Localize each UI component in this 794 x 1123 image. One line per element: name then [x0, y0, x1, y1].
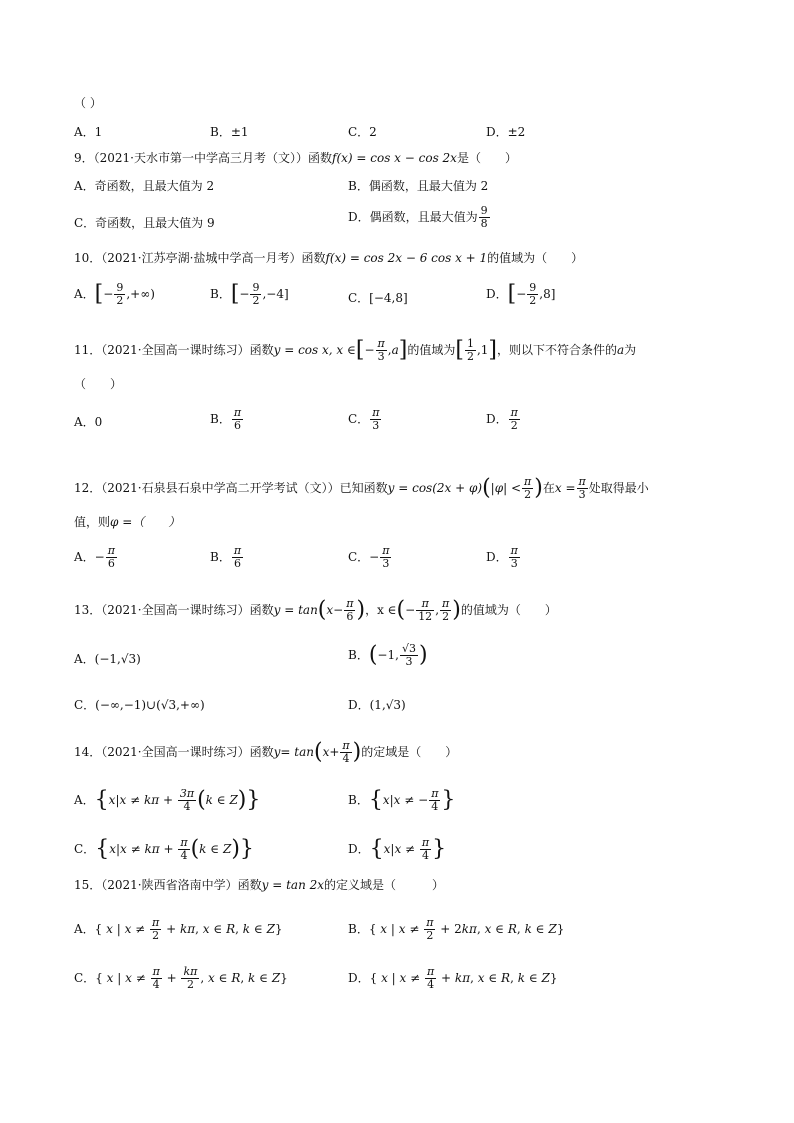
q10-prefix: 10．（2021·江苏亭湖·盐城中学高一月考）函数 [74, 251, 326, 265]
q12-cond-frac: $\frac{\pi}{2}$ [524, 475, 532, 501]
q14-a-label: A． [74, 793, 95, 807]
q9-prefix: 9．（2021·天水市第一中学高三月考（文））函数 [74, 151, 332, 165]
q11-range-suffix: 的值域为 [407, 343, 456, 357]
q15-prefix: 15．（2021·陕西省洛南中学）函数 [74, 878, 262, 892]
q15-a-label: A． [74, 922, 95, 936]
q8-option-a: A．1 [74, 125, 103, 139]
q9-option-c: C．奇函数，且最大值为 9 [74, 216, 215, 230]
q8-option-b: B．±1 [210, 125, 249, 139]
q14-func: y= tan [273, 745, 314, 759]
q11-b-num: π [233, 406, 242, 419]
q11-tail: ，则以下不符合条件的 [497, 343, 618, 357]
q10-suffix: 的值域为（ ） [487, 251, 584, 265]
q11-b-frac [232, 407, 243, 432]
q10-a-den: 2 [116, 294, 124, 307]
q11-option-c [348, 407, 382, 432]
q10-d-den: 2 [529, 294, 537, 307]
q12-a-label: A．− [74, 550, 105, 564]
q11-pi-num: π [377, 337, 385, 350]
q10-d-text: ,8] [539, 287, 556, 301]
q10-d-frac [527, 282, 538, 307]
q13-option-a: A．(−1,√3) [74, 652, 141, 666]
q12-option-b: B． $\frac{\pi}{6}$ [210, 544, 242, 570]
q11-c-num: π [372, 406, 380, 419]
q9-option-d-prefix: D．偶函数，且最大值为 [348, 210, 478, 224]
q12-tail: 处取得最小 [588, 481, 649, 495]
q15-stem [74, 877, 444, 893]
q11-stem: 11．（2021·全国高一课时练习）函数y = cos x, x ∈[− $\frac{\pi}{3}$ ,a]的值域为[ $\frac{1}{2}$ ,1]，则以下不符合条件的a为 [74, 337, 637, 363]
q15-option-a: A．{ x | x ≠ $\frac{\pi}{2}$ + kπ, x ∈ R, k ∈ Z} [74, 916, 283, 942]
q14-suffix: 的定域是（ ） [361, 745, 458, 759]
q9-func: f(x) = cos x − cos 2x [332, 151, 457, 165]
q12-stem: 12．（2021·石泉县石泉中学高二开学考试（文））已知函数y = cos(2x + φ)(|φ| < $\frac{\pi}{2}$ )在x = $\frac{\pi}{3}$ 处取得最小 [74, 475, 649, 501]
q8-paren: （ ） [74, 96, 102, 110]
q10-b-label: B． [210, 287, 231, 301]
q14-b-label: B． [348, 793, 369, 807]
q10-a-label: A． [74, 287, 95, 301]
q12-x-eq: x = [554, 481, 576, 495]
q13-x-in: ，x ∈ [365, 603, 397, 617]
q14-prefix: 14．（2021·全国高一课时练习）函数 [74, 745, 274, 759]
q15-b-label: B． [348, 922, 369, 936]
q8-option-d: D．±2 [486, 125, 526, 139]
q10-func: f(x) = cos 2x − 6 cos x + 1 [325, 251, 488, 265]
q11-tail2: 为 [624, 343, 637, 357]
q12-x-frac: $\frac{\pi}{3}$ [578, 475, 586, 501]
q10-option-c: C．[−4,8] [348, 291, 408, 305]
q11-option-a: A．0 [74, 415, 103, 429]
q10-b-frac [250, 282, 261, 307]
q13-func: y = tan [273, 603, 318, 617]
q13-option-c: C．(−∞,−1)∪(√3,+∞) [74, 698, 205, 712]
q14-stem: 14．（2021·全国高一课时练习）函数y= tan(x+ $\frac{\pi}{4}$ )的定域是（ ） [74, 739, 458, 765]
q12-line2-text: 值，则 [74, 515, 111, 529]
q13-suffix: 的值域为（ ） [460, 603, 557, 617]
q11-half-den: 2 [466, 350, 474, 363]
q13-prefix: 13．（2021·全国高一课时练习）函数 [74, 603, 274, 617]
q9-option-d [348, 205, 491, 230]
q14-c-label: C． [74, 842, 96, 856]
q15-suffix: 的定义域是（ ） [324, 878, 445, 892]
q14-d-label: D． [348, 842, 370, 856]
q12-mid: 在 [542, 481, 555, 495]
q10-a-frac [114, 282, 125, 307]
q11-var: a [617, 343, 625, 357]
q11-paren: （ ） [74, 377, 123, 391]
q10-b-num: 9 [252, 281, 260, 294]
q11-d-label: D． [486, 412, 508, 426]
q10-d-num: 9 [529, 281, 537, 294]
q9-d-num: 9 [480, 204, 488, 217]
q13-option-b: B．(−1, $\frac{√3}{3}$ ) [348, 642, 428, 668]
q10-a-text: ,+∞) [126, 287, 155, 301]
q9-option-d-fraction [479, 205, 490, 230]
q11-func: y = cos x, x ∈ [273, 343, 356, 357]
q14-option-d: D．{x|x ≠ $\frac{\pi}{4}$ } [348, 836, 447, 862]
q10-option-a: A．[− $\frac{9}{2}$ ,+∞) [74, 281, 155, 307]
q15-c-label: C． [74, 971, 96, 985]
q11-c-label: C． [348, 412, 370, 426]
q11-b-den: 6 [233, 419, 241, 432]
q10-d-label: D． [486, 287, 508, 301]
q14-option-b: B．{x|x ≠ − $\frac{\pi}{4}$ } [348, 787, 456, 813]
q14-option-a: A．{x|x ≠ kπ + $\frac{3\pi}{4}$ (k ∈ Z)} [74, 787, 261, 813]
q9-d-den: 8 [480, 217, 488, 230]
q10-b-text: ,−4] [262, 287, 289, 301]
q11-d-frac [509, 407, 520, 432]
q13-stem: 13．（2021·全国高一课时练习）函数y = tan(x− $\frac{\pi}{6}$ )，x ∈(− $\frac{\pi}{12}$ , $\frac{\pi}{2}$ )的值域为（ ） [74, 597, 557, 623]
q11-half: $\frac{1}{2}$ [466, 337, 474, 363]
q10-b-den: 2 [252, 294, 260, 307]
q10-option-d: D．[− $\frac{9}{2}$ ,8] [486, 281, 556, 307]
q11-option-d [486, 407, 521, 432]
q10-option-b: B．[− $\frac{9}{2}$ ,−4] [210, 281, 289, 307]
q15-option-c: C．{ x | x ≠ $\frac{\pi}{4}$ + $\frac{k\pi}{2}$ , x ∈ R, k ∈ Z} [74, 965, 288, 991]
q9-stem [74, 150, 517, 166]
q11-b-label: B． [210, 412, 231, 426]
q12-line2 [74, 514, 180, 530]
q15-option-b: B．{ x | x ≠ $\frac{\pi}{2}$ + 2kπ, x ∈ R, k ∈ Z} [348, 916, 565, 942]
q14-option-c: C．{x|x ≠ kπ + $\frac{\pi}{4}$ (k ∈ Z)} [74, 836, 254, 862]
q12-phi-eq: φ =（ ） [110, 515, 181, 529]
q12-func: y = cos(2x + φ) [387, 481, 483, 495]
q11-prefix: 11．（2021·全国高一课时练习）函数 [74, 343, 274, 357]
q10-a-num: 9 [116, 281, 124, 294]
q11-pi-den: 3 [377, 350, 385, 363]
q12-prefix: 12．（2021·石泉县石泉中学高二开学考试（文））已知函数 [74, 481, 388, 495]
q12-d-label: D． [486, 550, 508, 564]
q12-cond: |φ| < [490, 481, 522, 495]
q12-option-c: C．− $\frac{\pi}{3}$ [348, 544, 390, 570]
q15-func: y = tan 2x [261, 878, 325, 892]
q12-b-label: B． [210, 550, 231, 564]
q9-option-a: A．奇函数，且最大值为 2 [74, 179, 215, 193]
q10-stem [74, 250, 583, 266]
q9-suffix: 是（ ） [456, 151, 517, 165]
q13-b-label: B． [348, 648, 369, 662]
q11-d-den: 2 [510, 419, 518, 432]
q11-c-den: 3 [372, 419, 380, 432]
q12-c-label: C．− [348, 550, 380, 564]
q11-pi-over-3 [376, 338, 387, 363]
q11-option-b [210, 407, 244, 432]
q15-option-d: D．{ x | x ≠ $\frac{\pi}{4}$ + kπ, x ∈ R, k ∈ Z} [348, 965, 558, 991]
q9-option-b: B．偶函数，且最大值为 2 [348, 179, 489, 193]
q11-d-num: π [510, 406, 518, 419]
q11-c-frac [370, 407, 381, 432]
q12-option-d: D． $\frac{\pi}{3}$ [486, 544, 518, 570]
q15-d-label: D． [348, 971, 370, 985]
q12-option-a: A．− $\frac{\pi}{6}$ [74, 544, 115, 570]
q13-option-d: D．(1,√3) [348, 698, 406, 712]
q8-option-c: C．2 [348, 125, 377, 139]
